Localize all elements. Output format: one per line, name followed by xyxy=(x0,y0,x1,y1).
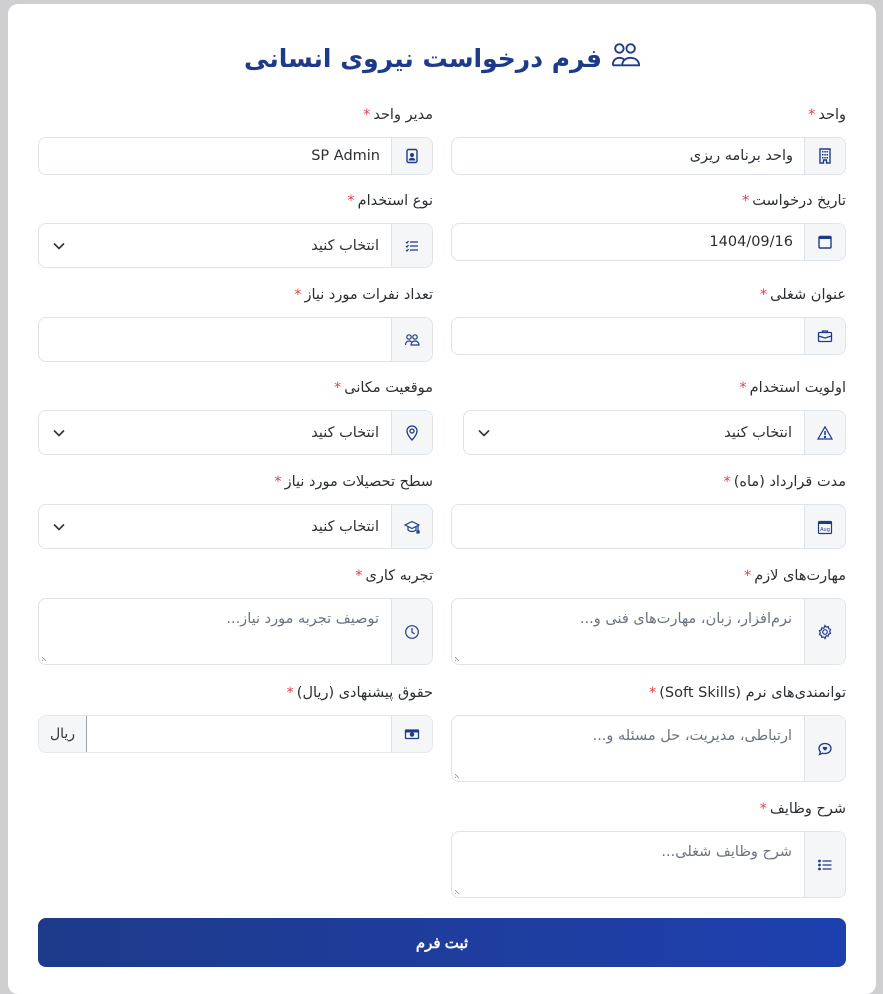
field-soft-skills xyxy=(451,683,846,782)
education-level-select-group xyxy=(38,504,433,549)
mortarboard-icon xyxy=(391,505,432,548)
field-hiring-priority xyxy=(463,378,846,455)
employment-type-select[interactable] xyxy=(39,224,391,267)
label-unit: واحد* xyxy=(808,107,846,123)
label-job-title: عنوان شغلی* xyxy=(759,287,846,303)
resize-handle-icon[interactable] xyxy=(454,654,462,662)
warning-icon xyxy=(804,411,845,454)
soft-skills-placeholder: ارتباطی، مدیریت، حل مسئله و... xyxy=(592,728,792,744)
work-experience-placeholder: توصیف تجربه مورد نیاز... xyxy=(226,611,379,627)
job-description-textarea[interactable] xyxy=(452,832,804,897)
field-unit-manager xyxy=(38,105,433,175)
employment-type-select-group xyxy=(38,223,433,268)
calendar-icon xyxy=(804,224,845,260)
list-check-icon xyxy=(391,224,432,267)
soft-skills-textarea-group xyxy=(451,715,846,782)
label-education-level: سطح تحصیلات مورد نیاز* xyxy=(274,474,433,490)
unit-input[interactable]: واحد برنامه ریزی xyxy=(451,137,805,175)
field-job-title xyxy=(451,285,846,355)
person-badge-icon xyxy=(391,138,432,174)
headcount-input-group xyxy=(38,317,433,362)
field-contract-duration xyxy=(451,472,846,549)
chevron-down-icon xyxy=(53,523,65,531)
form-title-text: فرم درخواست نیروی انسانی xyxy=(244,43,602,73)
label-headcount: تعداد نفرات مورد نیاز* xyxy=(294,287,433,303)
chevron-down-icon xyxy=(478,429,490,437)
location-selected-value: انتخاب کنید xyxy=(311,424,379,441)
unit-manager-input-group xyxy=(38,137,433,175)
label-hiring-priority: اولویت استخدام* xyxy=(739,380,846,396)
employment-type-selected-value: انتخاب کنید xyxy=(311,237,379,254)
label-job-description: شرح وظایف* xyxy=(759,801,846,817)
job-description-textarea-group xyxy=(451,831,846,898)
svg-text:Aug: Aug xyxy=(820,526,830,533)
soft-skills-textarea[interactable] xyxy=(452,716,804,781)
work-experience-textarea-group xyxy=(38,598,433,665)
field-headcount xyxy=(38,285,433,362)
headcount-input[interactable] xyxy=(39,318,391,361)
geo-pin-icon xyxy=(391,411,432,454)
unit-manager-input[interactable]: SP Admin xyxy=(38,137,392,175)
label-soft-skills: توانمندی‌های نرم (Soft Skills)* xyxy=(648,685,846,701)
required-skills-textarea-group xyxy=(451,598,846,665)
resize-handle-icon[interactable] xyxy=(41,654,49,662)
location-select[interactable] xyxy=(39,411,391,454)
unit-input-group xyxy=(451,137,846,175)
label-location: موقعیت مکانی* xyxy=(334,380,433,396)
required-skills-placeholder: نرم‌افزار، زبان، مهارت‌های فنی و... xyxy=(579,611,792,627)
resize-handle-icon[interactable] xyxy=(454,887,462,895)
gear-icon xyxy=(804,599,845,664)
location-select-group xyxy=(38,410,433,455)
field-work-experience xyxy=(38,566,433,665)
label-request-date: تاریخ درخواست* xyxy=(741,193,846,209)
page-title xyxy=(8,40,876,76)
field-request-date xyxy=(451,191,846,261)
work-experience-textarea[interactable] xyxy=(39,599,391,664)
required-skills-textarea[interactable] xyxy=(452,599,804,664)
chat-heart-icon xyxy=(804,716,845,781)
education-level-selected-value: انتخاب کنید xyxy=(311,518,379,535)
job-title-input[interactable] xyxy=(451,317,805,355)
request-date-input-group xyxy=(451,223,846,261)
label-employment-type: نوع استخدام* xyxy=(347,193,433,209)
hiring-priority-selected-value: انتخاب کنید xyxy=(724,424,792,441)
label-proposed-salary: حقوق پیشنهادی (ریال)* xyxy=(286,685,433,701)
request-date-input[interactable]: 1404/09/16 xyxy=(451,223,805,261)
education-level-select[interactable] xyxy=(39,505,391,548)
cash-icon xyxy=(391,716,432,752)
list-icon xyxy=(804,832,845,897)
building-icon xyxy=(804,138,845,174)
proposed-salary-input-group xyxy=(38,715,433,753)
contract-duration-input-group xyxy=(451,504,846,549)
field-unit xyxy=(451,105,846,175)
resize-handle-icon[interactable] xyxy=(454,771,462,779)
field-location xyxy=(38,378,433,455)
chevron-down-icon xyxy=(53,429,65,437)
proposed-salary-input[interactable] xyxy=(86,715,391,753)
field-employment-type xyxy=(38,191,433,268)
label-required-skills: مهارت‌های لازم* xyxy=(743,568,846,584)
field-education-level xyxy=(38,472,433,549)
hiring-priority-select[interactable] xyxy=(464,411,804,454)
label-contract-duration: مدت قرارداد (ماه)* xyxy=(723,474,846,490)
field-required-skills xyxy=(451,566,846,665)
label-work-experience: تجربه کاری* xyxy=(355,568,433,584)
job-description-placeholder: شرح وظایف شغلی... xyxy=(661,844,792,860)
field-job-description xyxy=(451,799,846,898)
calendar-month-icon xyxy=(804,505,845,548)
clock-icon xyxy=(391,599,432,664)
submit-form-button[interactable]: ثبت فرم xyxy=(38,918,846,967)
field-proposed-salary xyxy=(38,683,433,753)
contract-duration-input[interactable] xyxy=(452,505,804,548)
label-unit-manager: مدیر واحد* xyxy=(363,107,433,123)
people-icon xyxy=(610,40,640,76)
chevron-down-icon xyxy=(53,242,65,250)
briefcase-icon xyxy=(804,318,845,354)
hiring-priority-select-group xyxy=(463,410,846,455)
people-icon xyxy=(391,318,432,361)
form-card xyxy=(8,4,876,994)
job-title-input-group xyxy=(451,317,846,355)
salary-unit-label: ریال xyxy=(39,716,86,752)
